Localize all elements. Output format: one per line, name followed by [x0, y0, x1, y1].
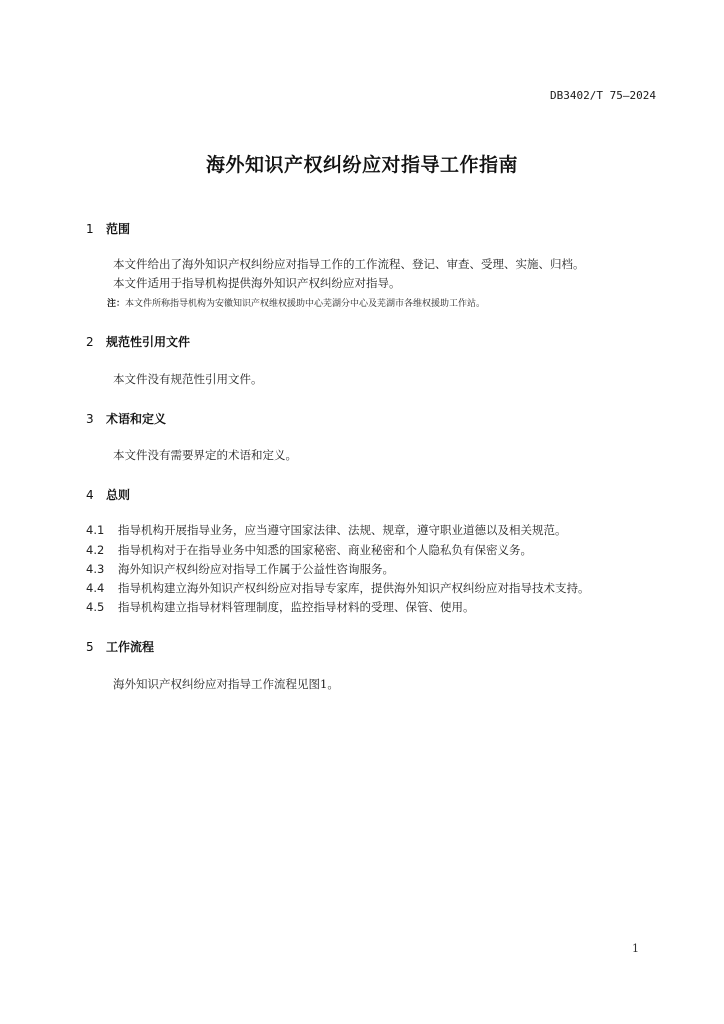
paragraph: 本文件适用于指导机构提供海外知识产权纠纷应对指导。 — [113, 276, 401, 290]
document-code: DB3402/T 75—2024 — [550, 89, 656, 102]
clause-text: 指导机构对于在指导业务中知悉的国家秘密、商业秘密和个人隐私负有保密义务。 — [118, 543, 532, 557]
section-heading-workflow — [86, 638, 154, 655]
section-heading-general — [86, 486, 130, 503]
clause-text: 指导机构建立海外知识产权纠纷应对指导专家库，提供海外知识产权纠纷应对指导技术支持。 — [118, 581, 590, 595]
section-title: 规范性引用文件 — [106, 335, 191, 349]
page-number: 1 — [632, 942, 639, 955]
clause — [86, 561, 394, 577]
clause-text: 指导机构开展指导业务，应当遵守国家法律、法规、规章，遵守职业道德以及相关规范。 — [118, 523, 567, 537]
section-number: 3 — [86, 412, 94, 426]
paragraph: 本文件没有需要界定的术语和定义。 — [113, 448, 297, 462]
clause-text: 海外知识产权纠纷应对指导工作属于公益性咨询服务。 — [118, 562, 394, 576]
clause-number: 4.5 — [86, 600, 105, 614]
paragraph: 本文件给出了海外知识产权纠纷应对指导工作的工作流程、登记、审查、受理、实施、归档。 — [113, 257, 585, 271]
note-label: 注： — [107, 299, 126, 309]
clause — [86, 522, 567, 538]
clause — [86, 599, 475, 615]
section-heading-normative-references — [86, 333, 190, 350]
note-text: 本文件所称指导机构为安徽知识产权维权援助中心芜湖分中心及芜湖市各维权援助工作站。 — [125, 299, 486, 309]
section-title: 术语和定义 — [106, 412, 167, 426]
note — [107, 296, 485, 309]
section-number: 1 — [86, 222, 94, 236]
clause-text: 指导机构建立指导材料管理制度，监控指导材料的受理、保管、使用。 — [118, 600, 475, 614]
clause-number: 4.4 — [86, 581, 105, 595]
document-title: 海外知识产权纠纷应对指导工作指南 — [205, 154, 518, 176]
section-number: 2 — [86, 335, 94, 349]
section-title: 范围 — [106, 222, 131, 236]
paragraph: 本文件没有规范性引用文件。 — [113, 372, 263, 386]
clause-number: 4.2 — [86, 543, 105, 557]
section-title: 工作流程 — [106, 640, 155, 654]
paragraph: 海外知识产权纠纷应对指导工作流程见图1。 — [113, 677, 339, 691]
clause — [86, 580, 590, 596]
section-heading-terms — [86, 410, 166, 427]
clause — [86, 542, 532, 558]
section-number: 4 — [86, 488, 94, 502]
clause-number: 4.3 — [86, 562, 105, 576]
section-title: 总则 — [106, 488, 131, 502]
clause-number: 4.1 — [86, 523, 105, 537]
section-number: 5 — [86, 640, 94, 654]
section-heading-scope — [86, 220, 130, 237]
